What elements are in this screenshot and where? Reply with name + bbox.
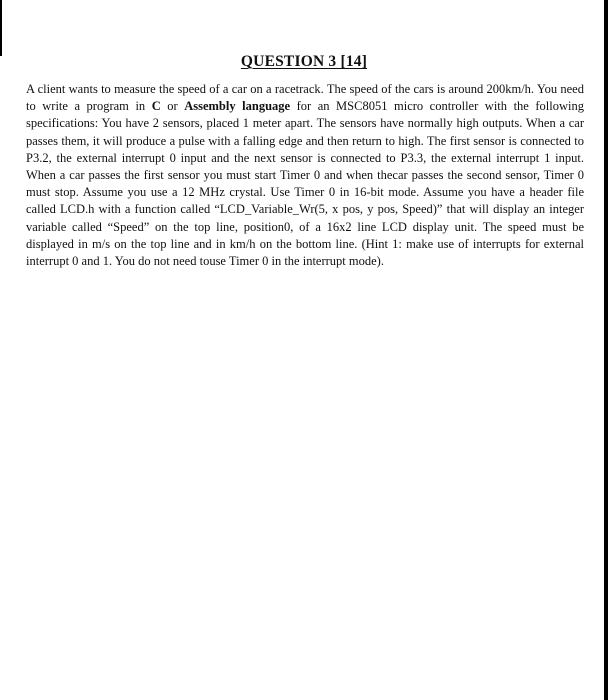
right-border-line — [604, 0, 608, 700]
question-body — [26, 81, 584, 270]
body-text-or: or — [160, 99, 185, 114]
body-text-part-2: for an MSC8051 micro controller with the following specifications: You have 2 sensors, placed 1 meter apart. The sensors have normally high outputs. When a car passes them, it will produce a pulse with a falling edge and then return to high. The first sensor is connected to P3.2, the external interrupt 0 input and the next sensor is connected to P3.3, the external interrupt 1 input. When a car passes the first sensor you must start Timer 0 and when thecar passes the second sensor, Timer 0 must stop. Assume you use a 12 MHz crystal. Use Timer 0 in 16-bit mode. Assume you have a header file called LCD.h with a function called “LCD_Variable_Wr(5, x pos, y pos, Speed)” that will display an integer variable called “Speed” on the top line, position0, of a 16x2 line LCD display unit. The speed must be displayed in m/s on the top line and in km/h on the bottom line. (Hint 1: make use of interrupts for external interrupt 0 and 1. You do not need touse Timer 0 in the interrupt mode). — [26, 99, 584, 269]
body-text-part-1: A client wants to measure the speed of a car on a racetrack. The speed of the cars is around 200km/h. You need to write a program in — [26, 82, 584, 114]
language-option-assembly: Assembly language — [184, 99, 291, 114]
left-border-line — [0, 0, 2, 56]
question-heading: QUESTION 3 [14] — [240, 53, 368, 70]
language-option-c: C — [151, 99, 161, 114]
